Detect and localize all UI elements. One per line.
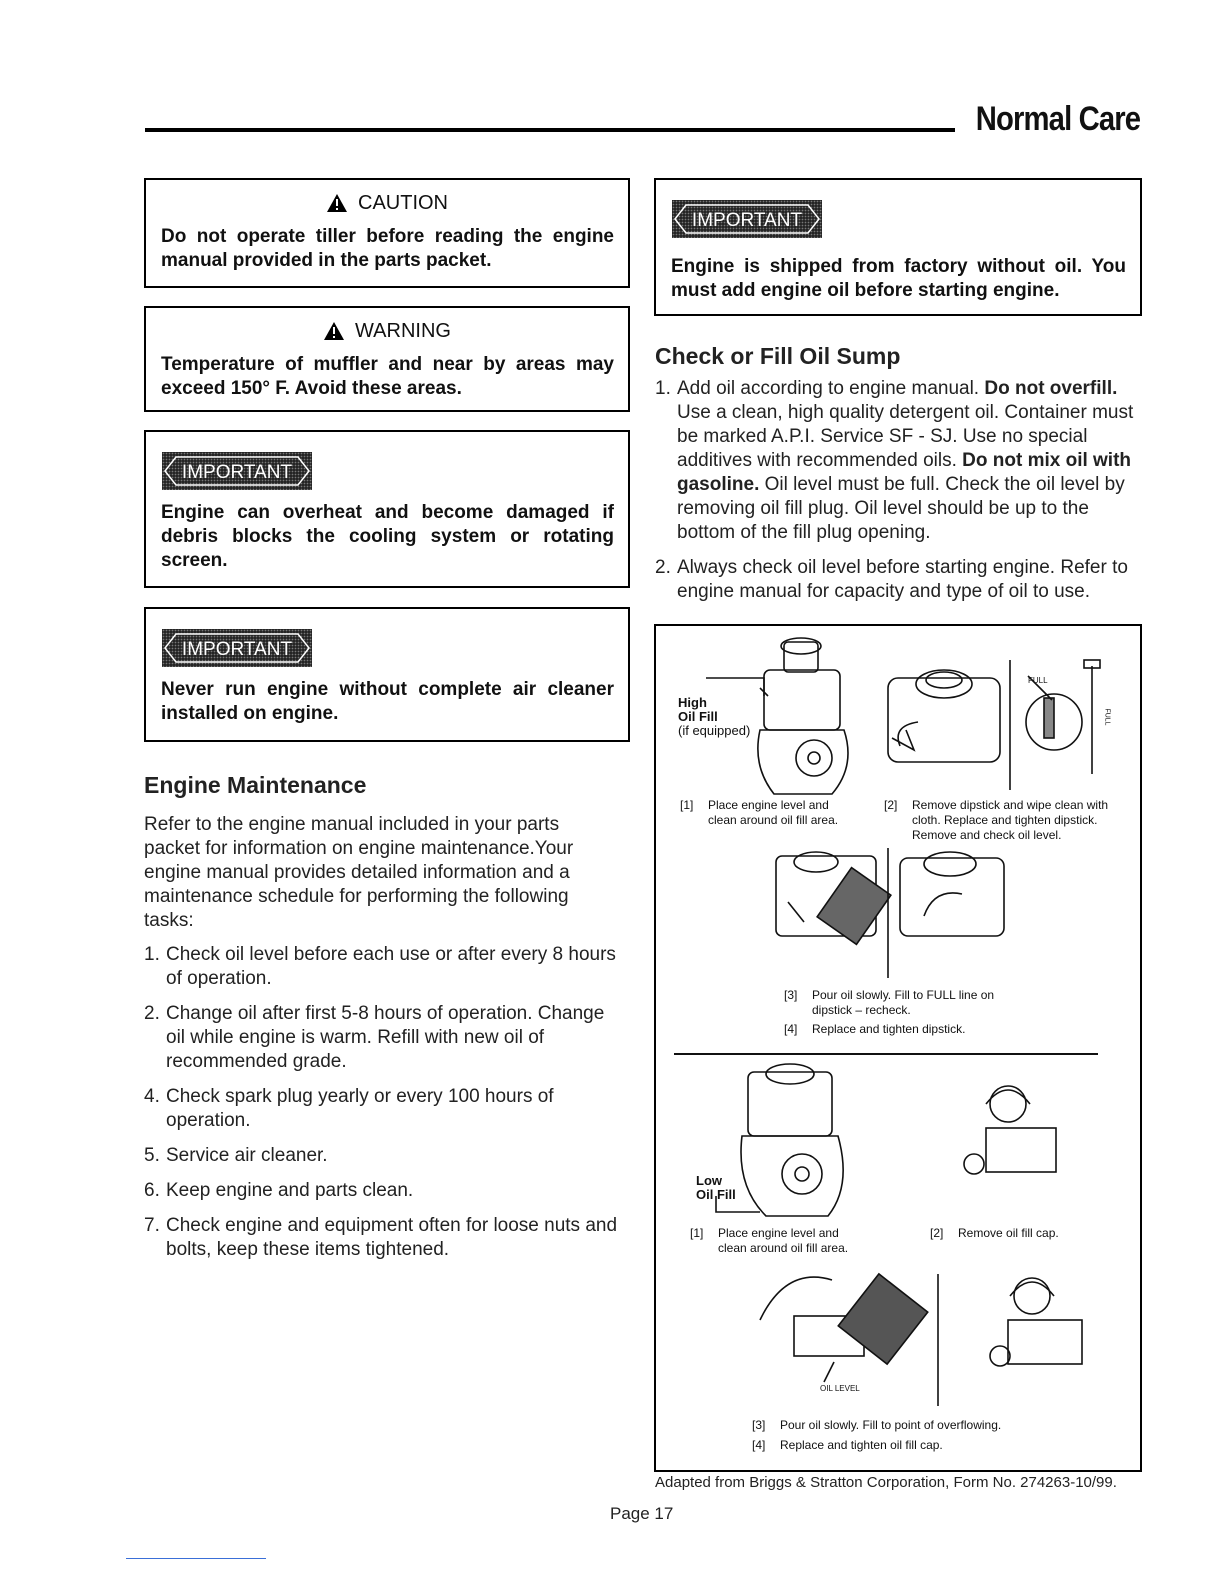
engine-maintenance-heading: Engine Maintenance [144, 772, 367, 798]
top-step-4-caption: [4] Replace and tighten dipstick. [784, 1022, 966, 1036]
caution-text: Do not operate tiller before reading the engine manual provided in the parts packet. [161, 226, 614, 271]
bottom-step-3-caption: [3] Pour oil slowly. Fill to point of overflowing. [752, 1418, 1002, 1432]
oil-sump-heading: Check or Fill Oil Sump [655, 343, 901, 369]
important-badge-text: IMPORTANT [691, 210, 803, 231]
list-item: 6. Keep engine and parts clean. [144, 1180, 414, 1201]
important-badge [672, 200, 822, 243]
important-badge [162, 629, 312, 672]
high-oil-fill-label-3: (if equipped) [678, 723, 751, 738]
list-item: 5. Service air cleaner. [144, 1145, 328, 1166]
important-box-oil [654, 178, 1142, 316]
important-badge-text: IMPORTANT [181, 462, 293, 483]
important-badge [162, 452, 312, 495]
figure-credit: Adapted from Briggs & Stratton Corporation, Form No. 274263-10/99. [655, 1474, 1117, 1491]
warning-triangle-icon [323, 321, 345, 347]
low-oil-fill-label-2: Oil Fill [696, 1187, 736, 1202]
high-oil-fill-label-2: Oil Fill [678, 709, 718, 724]
bottom-step-4-caption: [4] Replace and tighten oil fill cap. [752, 1438, 943, 1452]
list-item: 2. Always check oil level before starting engine. Refer to engine manual for capacity and type of oil to use. [655, 557, 1128, 602]
warning-box [144, 306, 630, 412]
low-oil-fill-label: Low [696, 1173, 722, 1188]
list-item: 1. Add oil according to engine manual. Do not overfill. Use a clean, high quality detergent oil. Container must be marked A.P.I. Service SF - SJ. Use no special additives with recommended oils. Do not mix oil with gasoline. Oil level must be full. Check the oil level by removing oil fill plug. Oil level should be up to the bottom of the fill plug opening. [655, 378, 1134, 543]
important-badge-text: IMPORTANT [181, 639, 293, 660]
list-item: 4. Check spark plug yearly or every 100 hours of operation. [144, 1086, 554, 1131]
top-step-3-caption: [3] Pour oil slowly. Fill to FULL line on dipstick – recheck. [784, 988, 995, 1017]
warning-triangle-icon [326, 193, 348, 219]
warning-label: WARNING [355, 320, 451, 342]
warning-header [146, 320, 628, 347]
oil-fill-illustrations [656, 626, 1140, 1470]
caution-box [144, 178, 630, 288]
full-label: FULL [1028, 676, 1048, 685]
list-item: 7. Check engine and equipment often for loose nuts and bolts, keep these items tightened. [144, 1215, 618, 1260]
important-box-cooling [144, 430, 630, 588]
top-step-2-caption: [2] Remove dipstick and wipe clean with cloth. Replace and tighten dipstick. Remove and check oil level. [884, 798, 1109, 842]
important-text-cooling: Engine can overheat and become damaged if debris blocks the cooling system or rotating screen. [161, 502, 614, 571]
page-number: Page 17 [610, 1504, 674, 1523]
list-item: 1. Check oil level before each use or after every 8 hours of operation. [144, 944, 616, 989]
warning-text: Temperature of muffler and near by areas may exceed 150° F. Avoid these areas. [161, 354, 614, 399]
engine-maintenance-intro: Refer to the engine manual included in your parts packet for information on engine maintenance.Your engine manual provides detailed information and a maintenance schedule for performing the following tasks: [144, 814, 574, 931]
oil-sump-list [655, 377, 1135, 615]
oil-level-label: OIL LEVEL [820, 1384, 860, 1393]
bottom-step-2-caption: [2] Remove oil fill cap. [930, 1226, 1059, 1240]
caution-header [146, 192, 628, 219]
section-title: Normal Care [975, 100, 1140, 138]
list-item: 2. Change oil after first 5-8 hours of operation. Change oil while engine is warm. Refill with new oil of recommended grade. [144, 1003, 605, 1072]
engine-maintenance-list [144, 943, 624, 1273]
high-oil-fill-label: High [678, 695, 707, 710]
caution-label: CAUTION [358, 192, 448, 214]
oil-fill-figure [654, 624, 1142, 1472]
bottom-step-1-caption: [1] Place engine level and clean around oil fill area. [690, 1226, 849, 1255]
important-text-air-cleaner: Never run engine without complete air cleaner installed on engine. [161, 679, 614, 724]
header-rule [145, 128, 955, 132]
top-step-1-caption: [1] Place engine level and clean around oil fill area. [680, 798, 839, 827]
important-box-air-cleaner [144, 607, 630, 742]
footer-line [126, 1558, 266, 1559]
important-text-oil: Engine is shipped from factory without oil. You must add engine oil before starting engine. [671, 256, 1126, 301]
dipstick-full-label: FULL [1103, 708, 1111, 726]
